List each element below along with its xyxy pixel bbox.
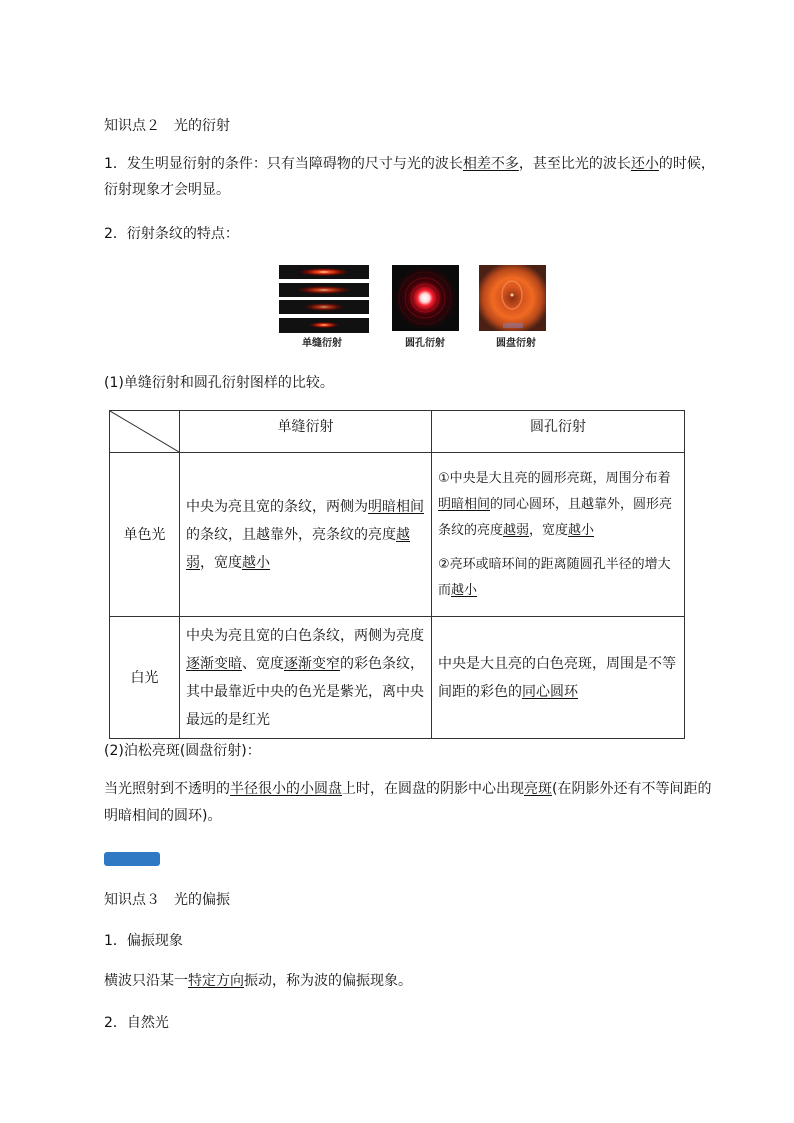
underlined-term: 越弱 <box>503 522 530 538</box>
underlined-term: 逐渐变窄 <box>284 655 340 672</box>
underlined-term: 越小 <box>451 582 478 598</box>
caption-single-slit: 单缝衍射 <box>302 338 342 349</box>
underlined-term: 逐渐变暗 <box>186 655 242 672</box>
text-segment: 振动，称为波的偏振现象。 <box>244 973 412 989</box>
cell-white-circular-aperture <box>432 617 685 739</box>
underlined-term: 相差不多 <box>462 156 519 172</box>
diffraction-condition-line2: 衍射现象才会明显。 <box>104 182 230 198</box>
section3-heading: 知识点３ 光的偏振 <box>104 892 230 908</box>
diagonal-corner-cell <box>110 411 180 453</box>
comparison-title: (1)单缝衍射和圆孔衍射图样的比较。 <box>104 375 334 391</box>
underlined-term: 越弱 <box>186 526 410 571</box>
polarization-definition <box>104 970 412 990</box>
header-single-slit: 单缝衍射 <box>180 411 432 453</box>
opaque-disc-diffraction-image <box>479 265 546 331</box>
text-segment: 中央是大且亮的白色亮斑，周围是不等间距的彩色的 <box>438 655 676 700</box>
text-segment: 横波只沿某一 <box>104 973 188 989</box>
single-slit-diffraction-image <box>279 265 369 333</box>
text-segment: 的彩色条纹，其中最靠近中央的色光是紫光，离中央最远的是红光 <box>186 655 424 728</box>
row-label-monochromatic: 单色光 <box>110 453 180 617</box>
polarization-phenomenon-title: 1．偏振现象 <box>104 933 183 949</box>
underlined-term: 越小 <box>568 522 595 538</box>
comparison-table <box>109 410 685 739</box>
text-segment: ①中央是大且亮的圆形亮斑，周围分布着 <box>438 470 671 486</box>
text-segment: 的时候， <box>658 156 715 172</box>
text-segment: 中央为亮且宽的条纹，两侧为 <box>186 498 368 515</box>
text-segment: 的条纹，且越靠外，亮条纹的亮度 <box>186 526 396 543</box>
underlined-term: 半径很小的小圆盘 <box>230 781 342 797</box>
underlined-term: 还小 <box>630 156 659 172</box>
underlined-term: 同心圆环 <box>522 683 578 700</box>
underlined-term: 特定方向 <box>188 973 244 989</box>
text-segment: 的同心圆环，且越靠外，圆形亮条纹的亮度 <box>438 496 673 538</box>
underlined-term: 越小 <box>242 554 270 571</box>
text-segment: 、宽度 <box>242 655 284 672</box>
cell-mono-circular-aperture <box>432 453 685 617</box>
caption-opaque-disc: 圆盘衍射 <box>496 338 536 349</box>
section2-heading: 知识点２ 光的衍射 <box>104 118 230 134</box>
header-circular-aperture: 圆孔衍射 <box>432 411 685 453</box>
underlined-term: 明暗相间 <box>368 498 424 515</box>
cell-mono-single-slit <box>180 453 432 617</box>
section-marker <box>104 852 160 866</box>
text-segment: ，宽度 <box>529 522 569 538</box>
poisson-spot-line1 <box>104 777 711 801</box>
underlined-term: 亮斑 <box>524 781 552 797</box>
table-header-row <box>110 411 685 453</box>
text-segment: ，甚至比光的波长 <box>518 156 631 172</box>
text-segment: ②亮环或暗环间的距离随圆孔半径的增大而 <box>438 556 671 598</box>
point-1 <box>438 466 678 544</box>
circular-aperture-diffraction-image <box>392 265 459 331</box>
diffraction-condition-line1 <box>104 152 715 176</box>
poisson-spot-title: (2)泊松亮斑(圆盘衍射)： <box>104 743 261 759</box>
poisson-spot-line2: 明暗相间的圆环)。 <box>104 808 222 824</box>
text-segment: 上时，在圆盘的阴影中心出现 <box>342 781 524 797</box>
fringe-features-title: 2．衍射条纹的特点： <box>104 226 239 242</box>
text-segment: ，宽度 <box>200 554 242 571</box>
table-row <box>110 617 685 739</box>
text-segment: 中央为亮且宽的白色条纹，两侧为亮度 <box>186 627 424 644</box>
table-row <box>110 453 685 617</box>
underlined-term: 明暗相间 <box>438 496 491 512</box>
caption-circular-aperture: 圆孔衍射 <box>405 338 445 349</box>
text-segment: (在阴影外还有不等间距的 <box>552 781 712 797</box>
text-segment: 当光照射到不透明的 <box>104 781 230 797</box>
text-segment: 1．发生明显衍射的条件：只有当障碍物的尺寸与光的波长 <box>104 156 463 172</box>
cell-white-single-slit <box>180 617 432 739</box>
point-2 <box>438 552 678 604</box>
row-label-white-light: 白光 <box>110 617 180 739</box>
natural-light-title: 2．自然光 <box>104 1015 169 1031</box>
